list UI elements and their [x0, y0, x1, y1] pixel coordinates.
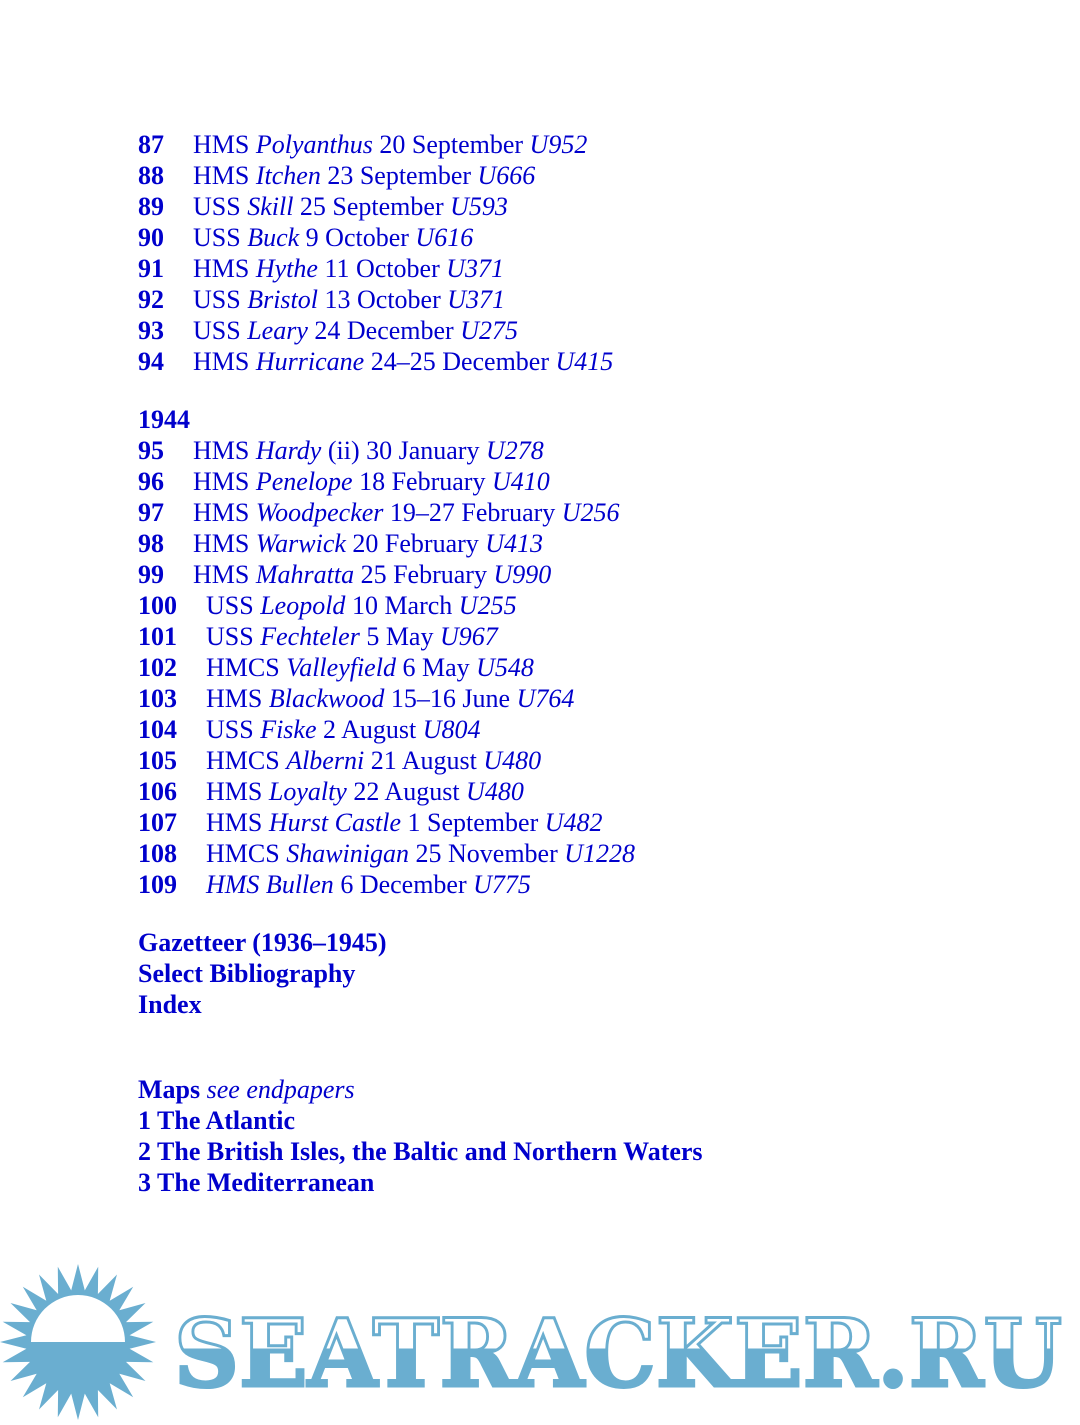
map-item: 3 The Mediterranean: [138, 1168, 375, 1197]
uboat-name: U967: [439, 622, 498, 651]
ship-name: Woodpecker: [255, 498, 384, 527]
ship-prefix: USS: [206, 622, 261, 651]
entry-date: 2 August: [316, 715, 423, 744]
entry-date: 20 September: [372, 130, 530, 159]
ship-name: Fiske: [260, 715, 317, 744]
ship-prefix: HMS: [206, 808, 269, 837]
ship-name: Mahratta: [255, 560, 355, 589]
uboat-name: U275: [460, 316, 518, 345]
entry-date: 10 March: [345, 591, 459, 620]
uboat-name: U990: [493, 560, 552, 589]
entry-date: 11 October: [317, 254, 447, 283]
entry-date: 18 February: [352, 467, 492, 496]
entry-date: 25 November: [409, 839, 565, 868]
uboat-name: U548: [476, 653, 534, 682]
ship-prefix: HMS: [193, 347, 256, 376]
entry-number: 88: [138, 161, 164, 190]
ship-name: Shawinigan: [286, 839, 409, 868]
entry-row: [138, 497, 703, 528]
entry-row: [138, 590, 703, 621]
ship-name: Penelope: [255, 467, 353, 496]
entry-row: [138, 652, 703, 683]
entry-row: [138, 129, 703, 160]
entry-row: [138, 714, 703, 745]
entry-number: 96: [138, 467, 164, 496]
ship-prefix: USS: [193, 223, 248, 252]
entry-row: [138, 745, 703, 776]
gazetteer-link: Gazetteer (1936–1945): [138, 928, 387, 957]
maps-note: see endpapers: [206, 1075, 355, 1104]
entry-date: 23 September: [320, 161, 478, 190]
entry-date: 5 May: [359, 622, 440, 651]
ship-prefix: HMS: [206, 777, 269, 806]
entry-date: (ii) 30 January: [321, 436, 486, 465]
uboat-name: U480: [466, 777, 524, 806]
uboat-name: U482: [544, 808, 603, 837]
entry-row: [138, 838, 703, 869]
ship-prefix: HMS: [193, 560, 256, 589]
maps-list: [138, 1105, 703, 1198]
ship-prefix: HMCS: [206, 746, 287, 775]
ship-name: Valleyfield: [286, 653, 396, 682]
uboat-name: U666: [477, 161, 536, 190]
entry-number: 101: [138, 622, 177, 651]
uboat-name: U410: [491, 467, 550, 496]
entry-number: 87: [138, 130, 164, 159]
ship-name: Hythe: [255, 254, 318, 283]
entry-number: 108: [138, 839, 177, 868]
ship-prefix: HMCS: [206, 653, 287, 682]
entry-number: 109: [138, 870, 177, 899]
entry-date: 13 October: [318, 285, 448, 314]
ship-name: Fechteler: [260, 622, 360, 651]
watermark-text: SEATRACKER.RU: [174, 1299, 1062, 1409]
uboat-name: U371: [446, 254, 505, 283]
ship-name: Skill: [247, 192, 294, 221]
uboat-name: U480: [483, 746, 542, 775]
entry-row: [138, 776, 703, 807]
entry-row: [138, 435, 703, 466]
entry-number: 102: [138, 653, 177, 682]
ship-prefix: HMS: [193, 436, 256, 465]
map-item: 2 The British Isles, the Baltic and Northern Waters: [138, 1137, 703, 1166]
ship-prefix: HMS: [193, 467, 256, 496]
entry-number: 105: [138, 746, 177, 775]
entry-date: 25 September: [293, 192, 451, 221]
sun-burst-icon: [0, 1264, 156, 1420]
uboat-name: U256: [561, 498, 620, 527]
ship-prefix: HMS: [193, 498, 256, 527]
entry-date: 21 August: [364, 746, 484, 775]
entry-number: 90: [138, 223, 164, 252]
entry-row: [138, 346, 703, 377]
uboat-name: U255: [458, 591, 517, 620]
ship-prefix: HMS: [206, 684, 269, 713]
index-link: Index: [138, 990, 202, 1019]
uboat-name: U413: [485, 529, 544, 558]
entry-date: 6 December: [340, 870, 467, 899]
entry-row: [138, 284, 703, 315]
entry-date: 9 October: [299, 223, 416, 252]
ship-name: HMS Bullen: [206, 870, 334, 899]
entry-date: 24 December: [307, 316, 461, 345]
contents-list: [138, 129, 703, 1198]
ship-prefix: USS: [193, 192, 248, 221]
maps-title: Maps: [138, 1075, 201, 1104]
ship-name: Polyanthus: [255, 130, 373, 159]
uboat-name: U804: [422, 715, 481, 744]
uboat-name: U775: [473, 870, 531, 899]
entry-date: 6 May: [395, 653, 477, 682]
entry-row: [138, 559, 703, 590]
ship-prefix: HMCS: [206, 839, 287, 868]
entry-number: 99: [138, 560, 164, 589]
entry-row: [138, 253, 703, 284]
uboat-name: U415: [555, 347, 614, 376]
watermark: [0, 1262, 1080, 1425]
entry-date: 1 September: [401, 808, 545, 837]
entry-row: [138, 621, 703, 652]
ship-name: Loyalty: [268, 777, 347, 806]
maps-heading: [138, 1074, 703, 1105]
uboat-name: U616: [415, 223, 474, 252]
uboat-name: U1228: [564, 839, 636, 868]
ship-name: Alberni: [286, 746, 365, 775]
ship-name: Blackwood: [268, 684, 385, 713]
ship-prefix: USS: [206, 591, 261, 620]
bibliography-link: Select Bibliography: [138, 959, 356, 988]
ship-prefix: USS: [193, 285, 248, 314]
entry-number: 107: [138, 808, 177, 837]
ship-name: Warwick: [255, 529, 346, 558]
entry-row: [138, 807, 703, 838]
ship-name: Hurricane: [255, 347, 365, 376]
entry-number: 97: [138, 498, 164, 527]
ship-prefix: HMS: [193, 130, 256, 159]
entry-row: [138, 869, 703, 900]
ship-name: Hardy: [255, 436, 322, 465]
ship-prefix: HMS: [193, 161, 256, 190]
entry-row: [138, 466, 703, 497]
entry-number: 91: [138, 254, 164, 283]
entry-date: 19–27 February: [383, 498, 562, 527]
uboat-name: U371: [447, 285, 506, 314]
entry-row: [138, 528, 703, 559]
ship-prefix: USS: [193, 316, 248, 345]
entry-date: 24–25 December: [364, 347, 556, 376]
entry-date: 25 February: [354, 560, 494, 589]
spacer: [138, 377, 703, 404]
entry-number: 104: [138, 715, 177, 744]
ship-name: Itchen: [255, 161, 321, 190]
uboat-name: U764: [516, 684, 575, 713]
ship-name: Bristol: [247, 285, 318, 314]
entry-date: 22 August: [346, 777, 467, 806]
ship-name: Buck: [247, 223, 300, 252]
entry-number: 89: [138, 192, 164, 221]
ship-name: Leary: [247, 316, 308, 345]
ship-name: Leopold: [260, 591, 346, 620]
ship-name: Hurst Castle: [268, 808, 402, 837]
uboat-name: U593: [450, 192, 508, 221]
entry-row: [138, 683, 703, 714]
entry-number: 100: [138, 591, 177, 620]
entry-row: [138, 222, 703, 253]
ship-prefix: HMS: [193, 529, 256, 558]
spacer: [138, 900, 703, 927]
entry-number: 106: [138, 777, 177, 806]
entry-row: [138, 191, 703, 222]
entry-number: 103: [138, 684, 177, 713]
uboat-name: U278: [485, 436, 544, 465]
entry-date: 20 February: [345, 529, 486, 558]
entry-row: [138, 160, 703, 191]
year-heading: 1944: [138, 405, 190, 434]
entry-number: 95: [138, 436, 164, 465]
ship-prefix: HMS: [193, 254, 256, 283]
entry-number: 94: [138, 347, 164, 376]
map-item: 1 The Atlantic: [138, 1106, 295, 1135]
entry-number: 98: [138, 529, 164, 558]
entry-number: 92: [138, 285, 164, 314]
entry-row: [138, 315, 703, 346]
entry-number: 93: [138, 316, 164, 345]
entries-1944: [138, 435, 703, 869]
entry-date: 15–16 June: [384, 684, 517, 713]
ship-prefix: USS: [206, 715, 261, 744]
spacer: [138, 1020, 703, 1074]
entries-1943: [138, 129, 703, 377]
uboat-name: U952: [529, 130, 588, 159]
